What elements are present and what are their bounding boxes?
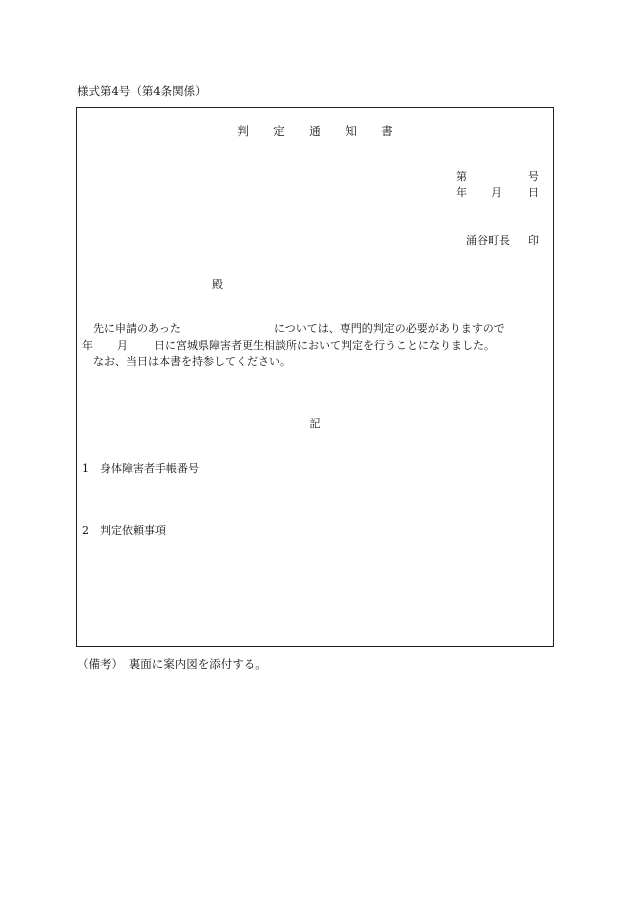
remarks-note: （備考） 裏面に案内図を添付する。 (77, 657, 267, 671)
issuer-seal: 印 (528, 234, 539, 247)
document-number-dai: 第 (456, 170, 467, 183)
title-char: 定 (273, 124, 285, 138)
item-number: 2 (82, 524, 89, 537)
item-label: 身体障害者手帳番号 (100, 462, 199, 475)
body-line1-start: 先に申請のあった (93, 322, 181, 335)
addressee-suffix: 殿 (212, 278, 223, 291)
body-line2-month: 月 (117, 339, 128, 352)
date-day: 日 (528, 186, 539, 199)
date-year: 年 (456, 186, 467, 199)
document-number-go: 号 (528, 170, 539, 183)
list-item (82, 463, 199, 474)
document-title (0, 126, 630, 138)
title-char: 書 (381, 124, 393, 138)
item-label: 判定依頼事項 (100, 524, 166, 537)
item-number: 1 (82, 462, 89, 475)
notice-frame (76, 107, 554, 647)
title-char: 知 (345, 124, 357, 138)
issuer-name: 涌谷町長 (466, 234, 510, 247)
title-char: 通 (309, 124, 321, 138)
ki-heading: 記 (309, 417, 321, 430)
body-line3: なお、当日は本書を持参してください。 (93, 355, 291, 368)
body-line2-year: 年 (82, 339, 93, 352)
list-item (82, 525, 166, 536)
form-number-label: 様式第4号（第4条関係） (77, 84, 207, 98)
body-line2-text: 日に宮城県障害者更生相談所において判定を行うことになりました。 (154, 339, 495, 352)
title-char: 判 (237, 124, 249, 138)
date-month: 月 (491, 186, 502, 199)
body-line1-end: については、専門的判定の必要がありますので (274, 322, 505, 335)
